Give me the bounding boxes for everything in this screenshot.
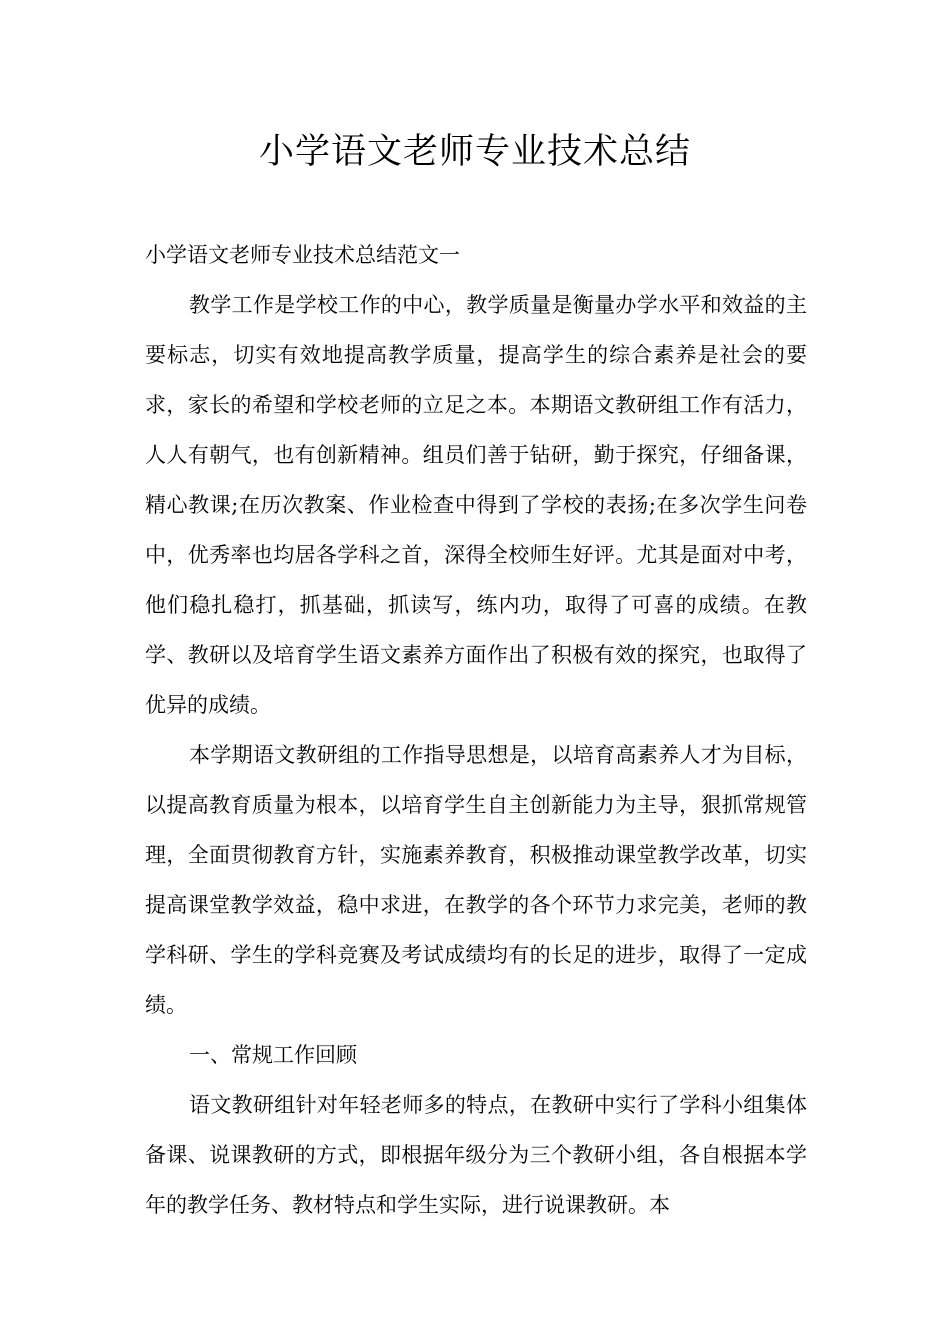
paragraph-intro: 教学工作是学校工作的中心，教学质量是衡量办学水平和效益的主要标志，切实有效地提高教学质量，提高学生的综合素养是社会的要求，家长的希望和学校老师的立足之本。本期语文教研组工作有活力，人人有朝气，也有创新精神。组员们善于钻研，勤于探究，仔细备课，精心教课;在历次教案、作业检查中得到了学校的表扬;在多次学生问卷中，优秀率也均居各学科之首，深得全校师生好评。尤其是面对中考，他们稳扎稳打，抓基础，抓读写，练内功，取得了可喜的成绩。在教学、教研以及培育学生语文素养方面作出了积极有效的探究，也取得了优异的成绩。 xyxy=(145,293,807,717)
paragraph-lesson-research: 语文教研组针对年轻老师多的特点，在教研中实行了学科小组集体备课、说课教研的方式，即根据年级分为三个教研小组，各自根据本学年的教学任务、教材特点和学生实际，进行说课教研。本 xyxy=(145,1093,807,1217)
document-title: 小学语文老师专业技术总结 xyxy=(258,132,691,172)
section-heading-sample-one: 小学语文老师专业技术总结范文一 xyxy=(145,243,460,267)
paragraph-guiding-ideas: 本学期语文教研组的工作指导思想是，以培育高素养人才为目标，以提高教育质量为根本，以培育学生自主创新能力为主导，狠抓常规管理，全面贯彻教育方针，实施素养教育，积极推动课堂教学改革，切实提高课堂教学效益，稳中求进，在教学的各个环节力求完美，老师的教学科研、学生的学科竞赛及考试成绩均有的长足的进步，取得了一定成绩。 xyxy=(145,743,807,1017)
section-heading-routine-review: 一、常规工作回顾 xyxy=(189,1043,357,1067)
document-body xyxy=(145,230,807,1230)
